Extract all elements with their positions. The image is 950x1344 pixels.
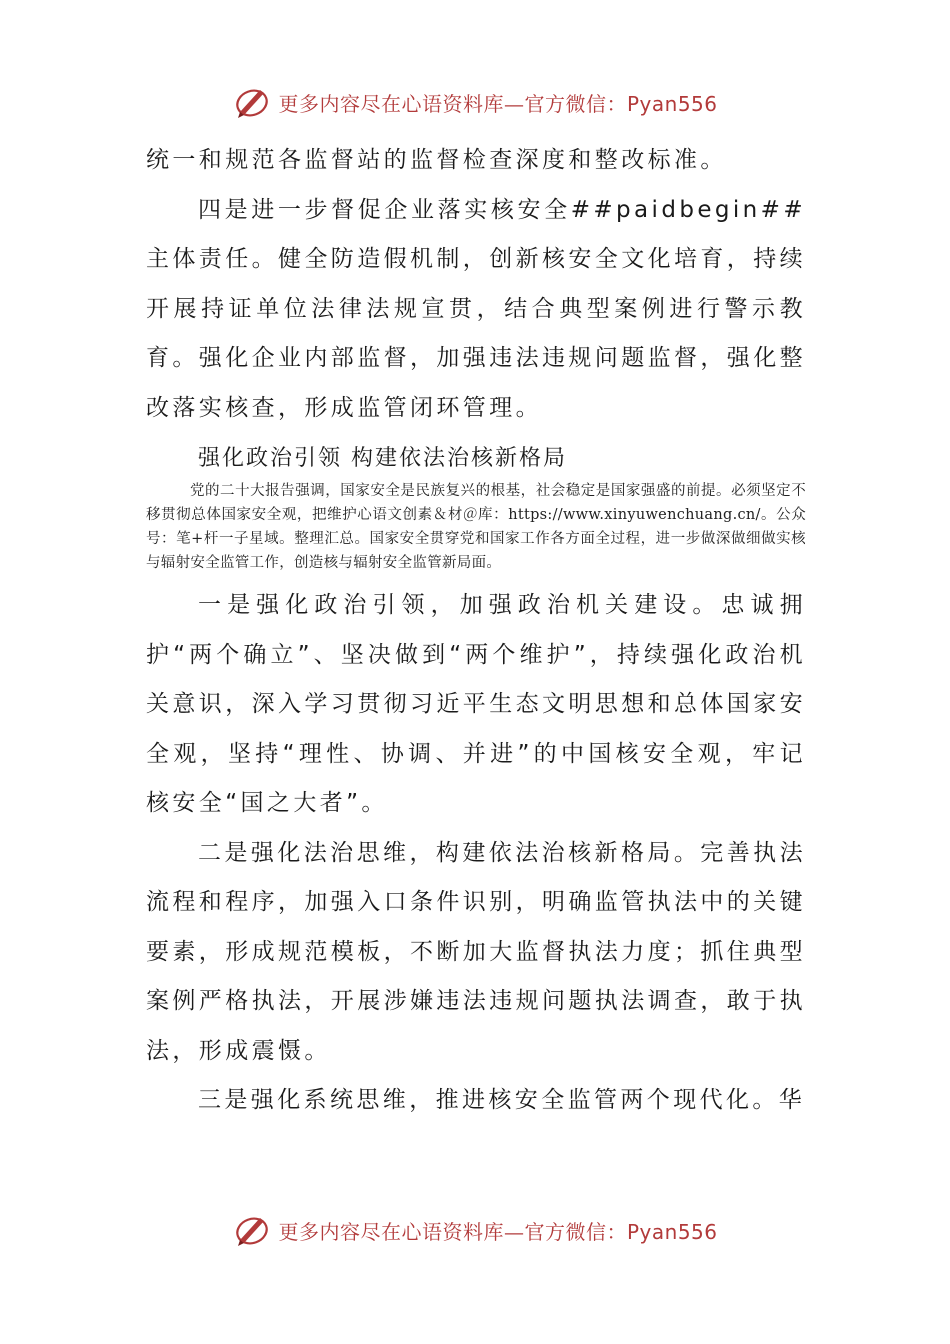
paragraph-2: 四是进一步督促企业落实核安全##paidbegin##主体责任。健全防造假机制，创新核安全文化培育，持续开展持证单位法律法规宣贯，结合典型案例进行警示教育。强化企业内部监督，加强违法违规问题监督，强化整改落实核查，形成监管闭环管理。: [146, 196, 806, 421]
section-heading: 强化政治引领 构建依法治核新格局: [198, 446, 567, 471]
paragraph-1: 统一和规范各监督站的监督检查深度和整改标准。: [146, 147, 727, 173]
banner-text: 更多内容尽在心语资料库—官方微信：Pyan556: [278, 1219, 718, 1244]
paragraph-3: 一是强化政治引领，加强政治机关建设。忠诚拥护“两个确立”、坚决做到“两个维护”，持续强化政治机关意识，深入学习贯彻习近平生态文明思想和总体国家安全观，坚持“理性、协调、并进”的中国核安全观，牢记核安全“国之大者”。: [146, 592, 806, 816]
paragraph-4: 二是强化法治思维，构建依法治核新格局。完善执法流程和程序，加强入口条件识别，明确监管执法中的关键要素，形成规范模板，不断加大监督执法力度；抓住典型案例严格执法，开展涉嫌违法违规问题执法调查，敢于执法，形成震慑。: [146, 839, 806, 1064]
small-print-paragraph: 党的二十大报告强调，国家安全是民族复兴的根基，社会稳定是国家强盛的前提。必须坚定不移贯彻总体国家安全观，把维护心语文创素＆材＠库：https://www.xinyuwenchuang.cn/。公众号：笔+杆一子星域。整理汇总。国家安全贯穿党和国家工作各方面全过程，进一步做深做细做实核与辐射安全监管工作，创造核与辐射安全监管新局面。: [146, 483, 806, 571]
pen-logo-icon: [232, 1210, 272, 1250]
header-banner: [0, 80, 950, 124]
banner-text: 更多内容尽在心语资料库—官方微信：Pyan556: [278, 91, 718, 116]
pen-logo-icon: [232, 82, 272, 122]
footer-banner: [0, 1208, 950, 1252]
paragraph-5: 三是强化系统思维，推进核安全监管两个现代化。华: [198, 1087, 806, 1113]
document-body: [146, 136, 806, 1126]
